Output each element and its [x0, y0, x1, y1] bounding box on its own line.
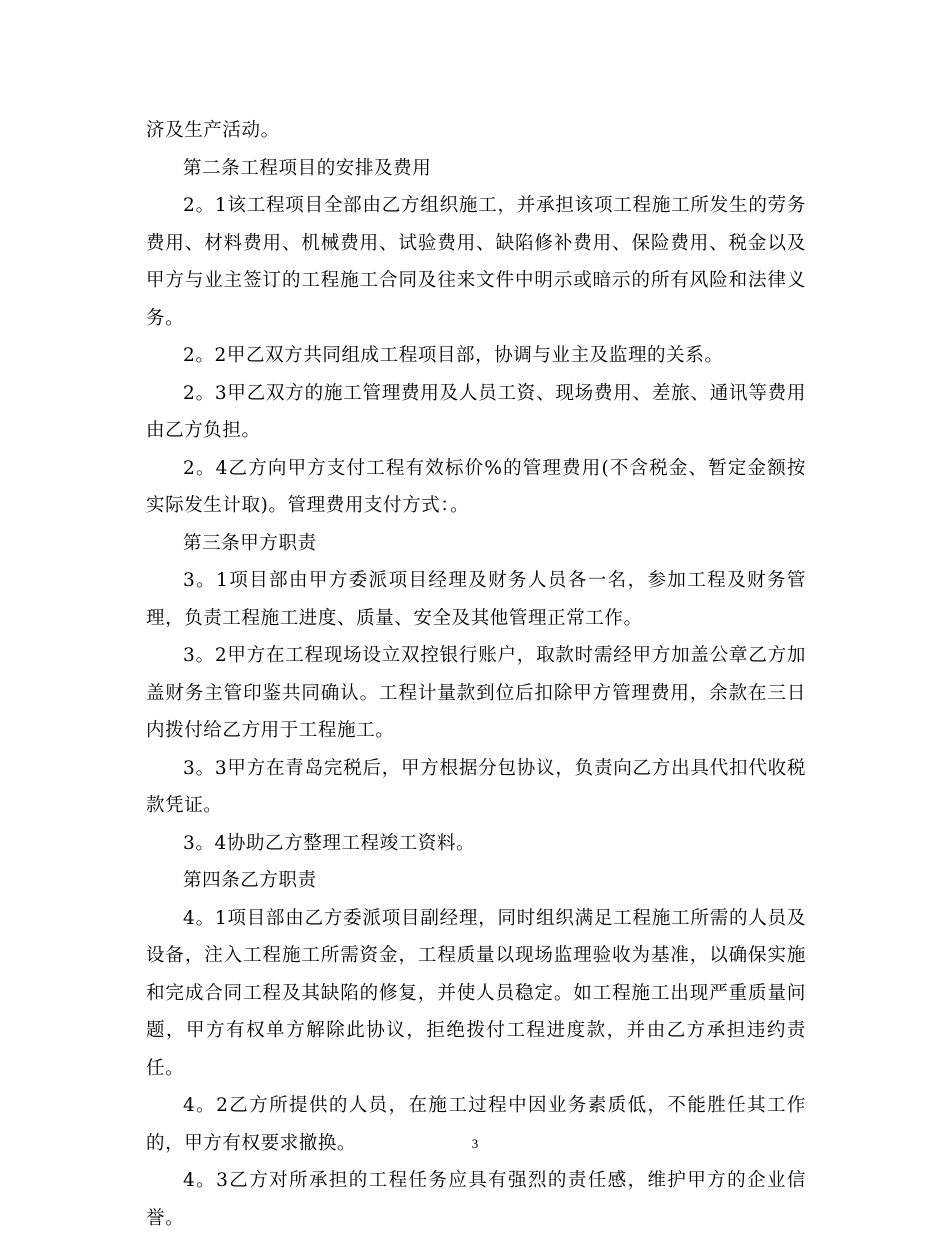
clause-4-1: 4。1项目部由乙方委派项目副经理，同时组织满足工程施工所需的人员及设备，注入工程施工所需资金，工程质量以现场监理验收为基准，以确保实施和完成合同工程及其缺陷的修复，并使人员稳定。如工程施工出现严重质量问题，甲方有权单方解除此协议，拒绝拨付工程进度款，并由乙方承担违约责任。: [146, 907, 806, 1079]
clause-3-4: 3。4协助乙方整理工程竣工资料。: [183, 832, 476, 854]
clause-4-3: 4。3乙方对所承担的工程任务应具有强烈的责任感，维护甲方的企业信誉。: [146, 1170, 806, 1229]
page-number: 3: [471, 1136, 479, 1151]
clause-3-3: 3。3甲方在青岛完税后，甲方根据分包协议，负责向乙方出具代扣代收税款凭证。: [146, 757, 806, 816]
document-body: [146, 112, 806, 1237]
clause-3-1: 3。1项目部由甲方委派项目经理及财务人员各一名，参加工程及财务管理，负责工程施工进度、质量、安全及其他管理正常工作。: [146, 570, 806, 629]
clause-2-2: 2。2甲乙双方共同组成工程项目部，协调与业主及监理的关系。: [183, 345, 724, 366]
clause-2-1: 2。1该工程项目全部由乙方组织施工，并承担该项工程施工所发生的劳务费用、材料费用、机械费用、试验费用、缺陷修补费用、保险费用、税金以及甲方与业主签订的工程施工合同及往来文件中明示或暗示的所有风险和法律义务。: [146, 195, 806, 329]
section-heading-article-4: 第四条乙方职责: [183, 870, 317, 891]
clause-2-4: 2。4乙方向甲方支付工程有效标价%的管理费用(不含税金、暂定金额按实际发生计取)。管理费用支付方式：。: [146, 457, 806, 516]
clause-3-2: 3。2甲方在工程现场设立双控银行账户，取款时需经甲方加盖公章乙方加盖财务主管印鉴共同确认。工程计量款到位后扣除甲方管理费用，余款在三日内拨付给乙方用于工程施工。: [146, 645, 806, 741]
section-heading-article-3: 第三条甲方职责: [183, 532, 317, 554]
paragraph-continuation: 济及生产活动。: [146, 120, 280, 141]
clause-2-3: 2。3甲乙双方的施工管理费用及人员工资、现场费用、差旅、通讯等费用由乙方负担。: [146, 382, 806, 441]
clause-4-2: 4。2乙方所提供的人员，在施工过程中因业务素质低，不能胜任其工作的，甲方有权要求撤换。: [146, 1095, 806, 1154]
section-heading-article-2: 第二条工程项目的安排及费用: [183, 157, 432, 179]
